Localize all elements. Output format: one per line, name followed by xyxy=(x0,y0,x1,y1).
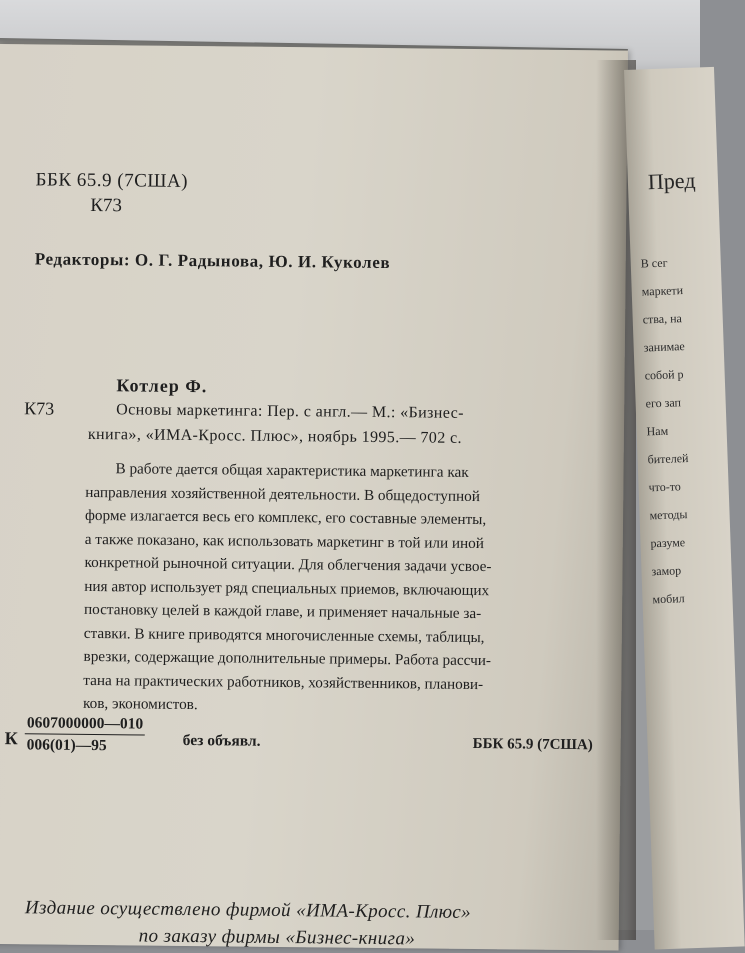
author-mark-side: К73 xyxy=(24,398,55,419)
right-page-line: замор xyxy=(651,563,682,579)
abstract-line: ния автор использует ряд специальных приемов, включающих xyxy=(84,577,490,599)
imprint-line-1: Издание осуществлено фирмой «ИМА-Кросс. Плюс» xyxy=(24,897,472,923)
imprint-line-2: по заказу фирмы «Бизнес-книга» xyxy=(138,925,416,950)
left-page xyxy=(0,44,628,951)
abstract-line: ставки. В книге приводятся многочисленные схемы, таблицы, xyxy=(83,624,485,646)
right-page-line: бителей xyxy=(647,450,689,467)
right-page-line: мобил xyxy=(652,591,685,607)
right-page-line: собой р xyxy=(644,367,684,383)
index-fraction xyxy=(25,714,146,755)
author-name: Котлер Ф. xyxy=(116,375,208,397)
right-page-line: маркети xyxy=(641,283,684,299)
bbk-classification-bottom: ББК 65.9 (7США) xyxy=(472,735,593,754)
right-page-line: разуме xyxy=(650,535,686,551)
right-page-line: его зап xyxy=(645,395,682,411)
right-page-line: В сег xyxy=(640,255,668,271)
abstract-line: форме излагается весь его комплекс, его составные элементы, xyxy=(84,506,487,529)
right-page-line: ства, на xyxy=(642,311,683,327)
abstract-line: конкретной рыночной ситуации. Для облегчения задачи усвое- xyxy=(84,553,492,576)
right-page-line: занимае xyxy=(643,339,685,355)
abstract-line: врезки, содержащие дополнительные примеры. Работа рассчи- xyxy=(83,647,492,670)
abstract-line: тана на практических работников, хозяйственников, планови- xyxy=(83,671,484,693)
right-page-text xyxy=(640,248,694,613)
abstract-line: постановку целей в каждой главе, и применяет начальные за- xyxy=(83,600,482,623)
abstract-paragraph xyxy=(83,457,616,721)
abstract-line: направления хозяйственной деятельности. В общедоступной xyxy=(85,483,481,505)
abstract-line: В работе дается общая характеристика маркетинга как xyxy=(115,460,469,481)
abstract-line: а также показано, как использовать маркетинг в той или иной xyxy=(84,530,485,552)
abstract-line: ков, экономистов. xyxy=(83,694,198,714)
bibliographic-line-2: книга», «ИМА-Кросс. Плюс», ноябрь 1995.— 702 с. xyxy=(87,425,463,447)
no-ad-note: без объявл. xyxy=(182,731,261,750)
right-page-title-fragment: Пред xyxy=(647,167,696,195)
right-page-line: Нам xyxy=(646,423,669,439)
right-page-line: методы xyxy=(649,507,688,523)
index-numerator: 0607000000—010 xyxy=(25,714,145,735)
right-page xyxy=(624,67,745,950)
index-denominator: 006(01)—95 xyxy=(26,736,107,755)
right-page-line: что-то xyxy=(648,479,682,495)
editors-line: Редакторы: О. Г. Радынова, Ю. И. Куколев xyxy=(34,249,391,273)
index-letter: К xyxy=(4,728,18,749)
author-mark: К73 xyxy=(90,194,123,217)
bbk-classification: ББК 65.9 (7США) xyxy=(35,169,189,192)
bibliographic-line-1: Основы маркетинга: Пер. с англ.— М.: «Бизнес- xyxy=(116,401,464,422)
